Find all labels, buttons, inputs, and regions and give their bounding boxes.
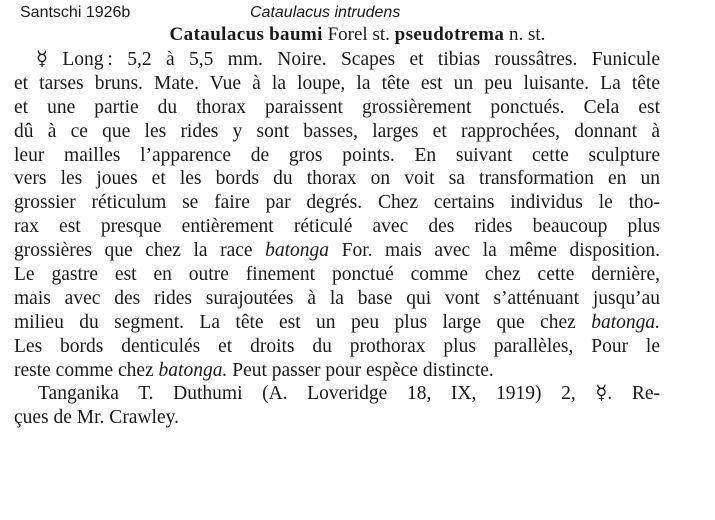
description-paragraph <box>14 48 660 430</box>
species-label: Cataulacus intrudens <box>250 4 401 21</box>
title-rank: st. <box>372 24 390 45</box>
text-line <box>14 359 660 383</box>
italic-taxon: batonga. <box>158 359 228 381</box>
text-line: et une partie du thorax paraissent grossièrement ponctués. Cela est <box>14 96 660 118</box>
title-genus: Cataulacus <box>169 24 265 45</box>
italic-taxon: batonga. <box>591 311 660 333</box>
text-line: Les bords denticulés et droits du prothorax plus parallèles, Pour le <box>14 335 660 357</box>
citation-label: Santschi 1926b <box>20 4 131 21</box>
text-line: dû à ce que les rides y sont basses, larges et rapprochées, donnant à <box>14 120 660 142</box>
text-line <box>14 239 660 263</box>
title-name: baumi <box>269 24 323 45</box>
text-segment: For. mais avec la même disposition. <box>329 240 660 262</box>
text-segment: milieu du segment. La tête est un peu plus large que chez <box>14 311 592 333</box>
title-status: n. st. <box>509 24 546 45</box>
text-segment: grossières que chez la race <box>14 240 266 262</box>
text-segment: Peut passer pour espèce distincte. <box>227 359 494 381</box>
title-subname: pseudotrema <box>394 24 505 45</box>
text-line <box>14 311 660 335</box>
text-segment: reste comme chez <box>14 359 159 381</box>
text-line: ☿ Long : 5,2 à 5,5 mm. Noire. Scapes et tibias roussâtres. Funicule <box>36 49 660 70</box>
text-line: rax est presque entièrement réticulé avec des rides beaucoup plus <box>14 216 660 238</box>
title-author: Forel <box>327 24 368 45</box>
text-line: vers les joues et les bords du thorax on voit sa transformation en un <box>14 168 660 190</box>
text-line: mais avec des rides surajoutées à la base qui vont s’atténuant jusqu’au <box>14 287 660 309</box>
text-line: et tarses bruns. Mate. Vue à la loupe, la tête est un peu luisante. La tête <box>14 72 660 94</box>
locality-line: Tanganika T. Duthumi (A. Loveridge 18, IX, 1919) 2, ☿. Re- <box>38 383 660 405</box>
text-line: Le gastre est en outre finement ponctué comme chez cette dernière, <box>14 264 660 286</box>
locality-line: çues de Mr. Crawley. <box>14 407 179 429</box>
taxon-title <box>0 22 715 48</box>
italic-taxon: batonga <box>265 240 330 262</box>
text-line: grossier réticulum se faire par degrés. Chez certains individus le tho- <box>14 192 660 214</box>
text-line: leur mailles l’apparence de gros points. En suivant cette sculpture <box>14 144 660 166</box>
